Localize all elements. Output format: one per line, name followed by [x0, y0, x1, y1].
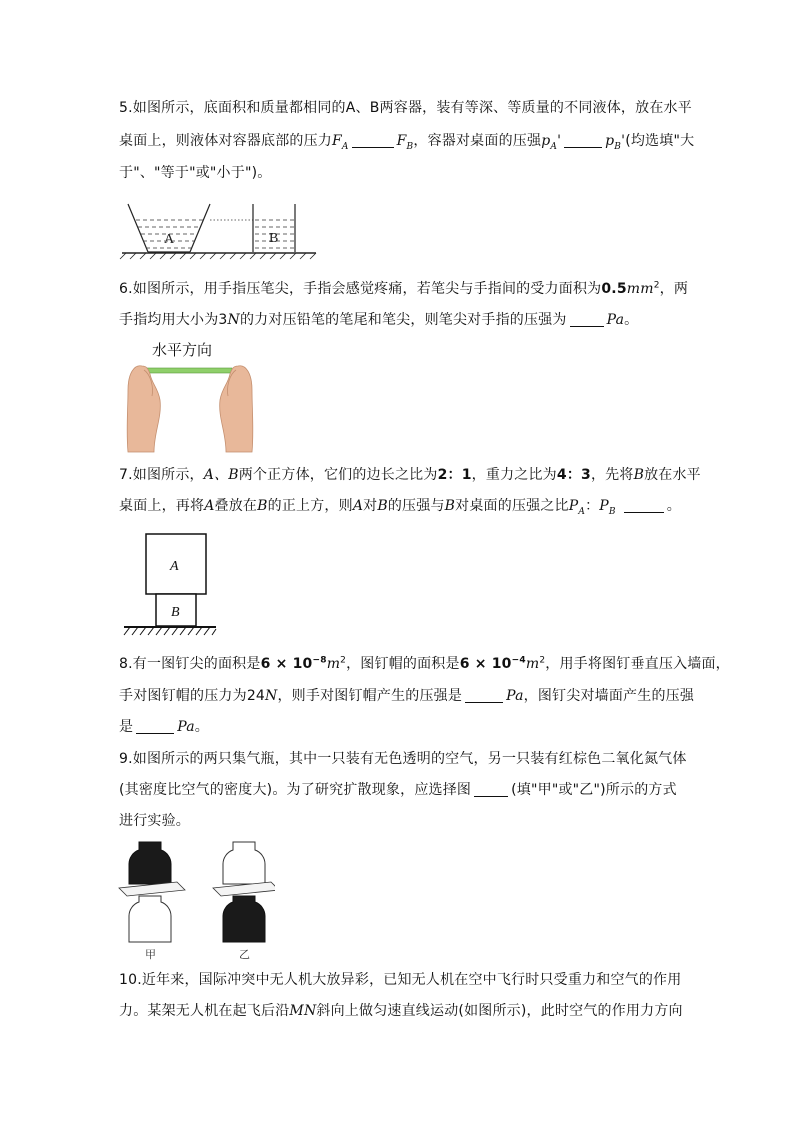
- symbol-mn: MN: [289, 1003, 317, 1019]
- q10-text: 斜向上做匀速直线运动(如图所示)，此时空气的作用力方向: [316, 1003, 683, 1019]
- q6-text: ，两: [659, 281, 689, 297]
- answer-blank[interactable]: [624, 498, 664, 513]
- q7-text: ，先将: [590, 467, 634, 483]
- q8-text: 。: [194, 719, 209, 735]
- q5-containers-figure: [118, 196, 320, 260]
- q7-text: 7.如图所示，: [119, 467, 204, 483]
- q7-text: 两个正方体，它们的边长之比为: [238, 467, 438, 483]
- superscript-2: 2: [539, 655, 546, 666]
- pencil: [144, 368, 240, 373]
- q8-text: 8.有一图钉尖的面积是: [119, 656, 261, 672]
- q8-line-2: [119, 686, 694, 706]
- q9-line-2: [119, 780, 677, 800]
- q5-text: 5.如图所示，底面积和质量都相同的A、B两容器，装有等深、等质量的不同液体，放在水平: [119, 100, 692, 116]
- q8-tip-area: 6 × 10: [260, 656, 313, 672]
- symbol-f: F: [396, 133, 407, 149]
- q8-text: ，用手将图钉垂直压入墙面，: [545, 656, 730, 672]
- q8-text: 是: [119, 719, 134, 735]
- symbol-b: B: [377, 498, 388, 514]
- q6-hands-pencil-figure: [120, 360, 260, 456]
- unit-pa: Pa: [177, 719, 195, 735]
- subscript-b: B: [406, 141, 414, 152]
- right-hand-icon: [220, 366, 253, 452]
- q7-text: 对: [363, 498, 378, 514]
- q5-text: 于"、"等于"或"小于")。: [119, 165, 272, 181]
- symbol-p: P: [568, 498, 579, 514]
- q10-text: 力。某架无人机在起飞后沿: [119, 1003, 290, 1019]
- prime-mark: ': [557, 133, 562, 149]
- symbol-a: A: [204, 498, 215, 514]
- unit-pa: Pa: [506, 688, 524, 704]
- q10-line-1: [119, 970, 681, 990]
- table-surface: [124, 627, 216, 635]
- q8-line-1: [119, 654, 730, 674]
- superscript-2: 2: [653, 280, 660, 291]
- cube-a-label: A: [170, 559, 179, 574]
- bottle-set-yi: [213, 842, 275, 942]
- unit-m: m: [525, 656, 540, 672]
- symbol-b: B: [444, 498, 456, 514]
- subscript-a: A: [550, 141, 558, 152]
- subscript-a: A: [578, 506, 586, 517]
- q6-figure-caption: 水平方向: [152, 341, 213, 359]
- q8-text: ，图钉尖对墙面产生的压强: [523, 688, 695, 704]
- q9-line-1: [119, 749, 687, 769]
- q6-text: 6.如图所示，用手指压笔尖，手指会感觉疼痛，若笔尖与手指间的受力面积为: [119, 281, 602, 297]
- q7-text: 。: [666, 498, 681, 514]
- subscript-b: B: [608, 506, 616, 517]
- superscript-2: 2: [340, 655, 347, 666]
- q5-line-1: [119, 98, 692, 118]
- symbol-p: p: [605, 133, 615, 149]
- ratio-colon: ：: [585, 498, 600, 514]
- table-surface: [120, 253, 316, 259]
- q7-text: 对桌面的压强之比: [455, 498, 569, 514]
- q6-force-value: 3: [218, 312, 228, 328]
- q9-line-3: [119, 811, 190, 831]
- q8-cap-area: 6 × 10: [459, 656, 512, 672]
- q5-line-3: [119, 163, 271, 183]
- q9-text: (其密度比空气的密度大)。为了研究扩散现象，应选择图: [119, 782, 472, 798]
- q6-line-1: [119, 279, 688, 299]
- q6-text: 的力对压铅笔的笔尾和笔尖，则笔尖对手指的压强为: [239, 312, 567, 328]
- answer-blank[interactable]: [352, 133, 394, 148]
- q5-text: 桌面上，则液体对容器底部的压力: [119, 133, 332, 149]
- q6-text: 手指均用大小为: [119, 312, 219, 328]
- q9-gas-bottles-figure: [115, 838, 275, 962]
- label-jia: 甲: [145, 948, 156, 961]
- unit-n: N: [265, 688, 278, 704]
- symbol-b: B: [633, 467, 645, 483]
- symbol-ab: A、B: [203, 467, 239, 483]
- bottle-set-jia: [119, 842, 185, 942]
- answer-blank[interactable]: [564, 133, 602, 148]
- answer-blank[interactable]: [570, 312, 604, 327]
- q7-text: 的压强与: [387, 498, 445, 514]
- q6-text: 。: [624, 312, 639, 328]
- symbol-f: F: [332, 133, 342, 149]
- q10-line-2: [119, 1001, 683, 1021]
- unit-pa: Pa: [606, 312, 625, 328]
- answer-blank[interactable]: [136, 719, 174, 734]
- symbol-p: p: [541, 133, 551, 149]
- q5-text: ，容器对桌面的压强: [413, 133, 542, 149]
- q7-text: 的正上方，则: [267, 498, 353, 514]
- symbol-b: B: [257, 498, 268, 514]
- label-yi: 乙: [239, 948, 250, 961]
- q8-cap-area-exponent: −4: [511, 655, 526, 666]
- q7-line-2: [119, 496, 681, 516]
- q8-line-3: [119, 717, 209, 737]
- q8-text: ，则手对图钉帽产生的压强是: [277, 688, 463, 704]
- q7-line-1: [119, 465, 701, 485]
- subscript-b: B: [614, 141, 622, 152]
- q5-text: (均选填"大: [625, 133, 695, 149]
- unit-n: N: [227, 312, 240, 328]
- container-b-label: B: [269, 231, 279, 246]
- left-hand-icon: [127, 366, 160, 452]
- q8-force-value: 24: [246, 688, 266, 704]
- q9-text: 9.如图所示的两只集气瓶，其中一只装有无色透明的空气，另一只装有红棕色二氧化氮气体: [119, 751, 687, 767]
- q7-side-ratio: 2：1: [437, 467, 472, 483]
- subscript-a: A: [341, 141, 349, 152]
- q6-area-value: 0.5: [601, 281, 627, 297]
- unit-m: m: [326, 656, 341, 672]
- q10-text: 10.近年来，国际冲突中无人机大放异彩，已知无人机在空中飞行时只受重力和空气的作用: [119, 972, 682, 988]
- prime-mark: ': [621, 133, 626, 149]
- q7-weight-ratio: 4：3: [556, 467, 591, 483]
- q7-text: ，重力之比为: [471, 467, 557, 483]
- q5-line-2: [119, 131, 694, 151]
- q7-text: 叠放在: [214, 498, 258, 514]
- symbol-p: P: [599, 498, 609, 514]
- container-a-label: A: [164, 232, 175, 247]
- q8-tip-area-exponent: −8: [312, 655, 327, 666]
- q7-text: 放在水平: [644, 467, 701, 483]
- q8-text: ，图钉帽的面积是: [346, 656, 460, 672]
- q7-text: 桌面上，再将: [119, 498, 205, 514]
- q6-line-2: [119, 310, 638, 330]
- q9-text: (填"甲"或"乙")所示的方式: [511, 782, 677, 798]
- q9-text: 进行实验。: [119, 813, 190, 829]
- cube-b-label: B: [171, 605, 180, 620]
- answer-blank[interactable]: [474, 782, 508, 797]
- q7-stacked-cubes-figure: [120, 530, 220, 642]
- unit-mm: mm: [626, 281, 654, 297]
- q8-text: 手对图钉帽的压力为: [119, 688, 247, 704]
- symbol-a: A: [352, 498, 364, 514]
- answer-blank[interactable]: [465, 688, 503, 703]
